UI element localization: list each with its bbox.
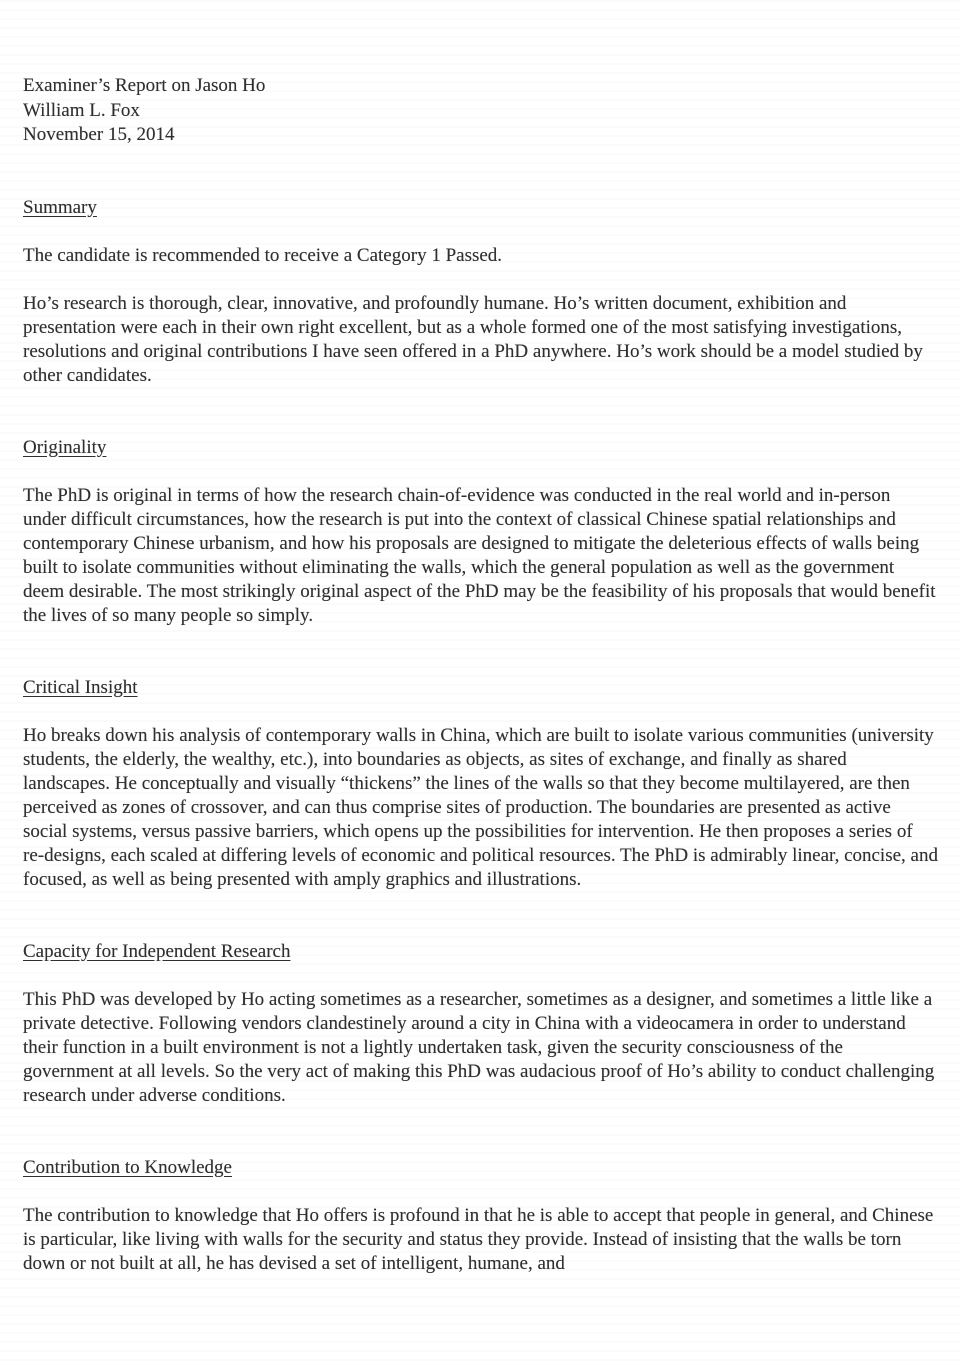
examiner-name: William L. Fox: [23, 99, 140, 121]
section-paragraphs: [23, 1204, 938, 1276]
section-paragraphs: [23, 244, 938, 388]
section-heading: Contribution to Knowledge: [23, 1156, 232, 1178]
paragraph: The PhD is original in terms of how the research chain-of-evidence was conducted in the real world and in-person under difficult circumstances, how the research is put into the context of classical Chinese spatial relationships and contemporary Chinese urbanism, and how his proposals are designed to mitigate the deleterious effects of walls being built to isolate communities without eliminating the walls, which the general population as well as the government deem desirable. The most strikingly original aspect of the PhD may be the feasibility of his proposals that would benefit the lives of so many people so simply.: [23, 484, 936, 626]
report-section: [23, 940, 938, 1108]
section-heading: Originality: [23, 436, 107, 458]
section-paragraphs: [23, 484, 938, 628]
paragraph: The candidate is recommended to receive a Category 1 Passed.: [23, 244, 503, 266]
section-paragraphs: [23, 988, 938, 1108]
document-sections: [23, 196, 938, 1276]
paragraph: The contribution to knowledge that Ho offers is profound in that he is able to accept that people in general, and Chinese is particular, like living with walls for the security and status they provide. Instead of insisting that the walls be torn down or not built at all, he has devised a set of intelligent, humane, and: [23, 1204, 934, 1274]
report-section: [23, 196, 938, 388]
paragraph: Ho breaks down his analysis of contemporary walls in China, which are built to isolate various communities (university students, the elderly, the wealthy, etc.), into boundaries as objects, as sites of exchange, and finally as shared landscapes. He conceptually and visually “thickens” the lines of the walls so that they become multilayered, are then perceived as zones of crossover, and can thus comprise sites of production. The boundaries are presented as active social systems, versus passive barriers, which opens up the possibilities for intervention. He then proposes a series of re-designs, each scaled at differing levels of economic and political resources. The PhD is admirably linear, concise, and focused, as well as being presented with amply graphics and illustrations.: [23, 724, 938, 890]
document-header: [23, 74, 938, 148]
section-heading: Summary: [23, 196, 97, 218]
report-section: [23, 1156, 938, 1276]
section-paragraphs: [23, 724, 938, 892]
report-section: [23, 676, 938, 892]
paragraph: Ho’s research is thorough, clear, innovative, and profoundly humane. Ho’s written document, exhibition and presentation were each in their own right excellent, but as a whole formed one of the most satisfying investigations, resolutions and original contributions I have seen offered in a PhD anywhere. Ho’s work should be a model studied by other candidates.: [23, 292, 923, 386]
report-section: [23, 436, 938, 628]
section-heading: Critical Insight: [23, 676, 138, 698]
document-title: Examiner’s Report on Jason Ho: [23, 75, 266, 96]
section-heading: Capacity for Independent Research: [23, 940, 291, 962]
paragraph: This PhD was developed by Ho acting sometimes as a researcher, sometimes as a designer, and sometimes a little like a private detective. Following vendors clandestinely around a city in China with a videocamera in order to understand their function in a built environment is not a lightly undertaken task, given the security consciousness of the government at all levels. So the very act of making this PhD was audacious proof of Ho’s ability to conduct challenging research under adverse conditions.: [23, 988, 935, 1106]
report-date: November 15, 2014: [23, 124, 175, 145]
